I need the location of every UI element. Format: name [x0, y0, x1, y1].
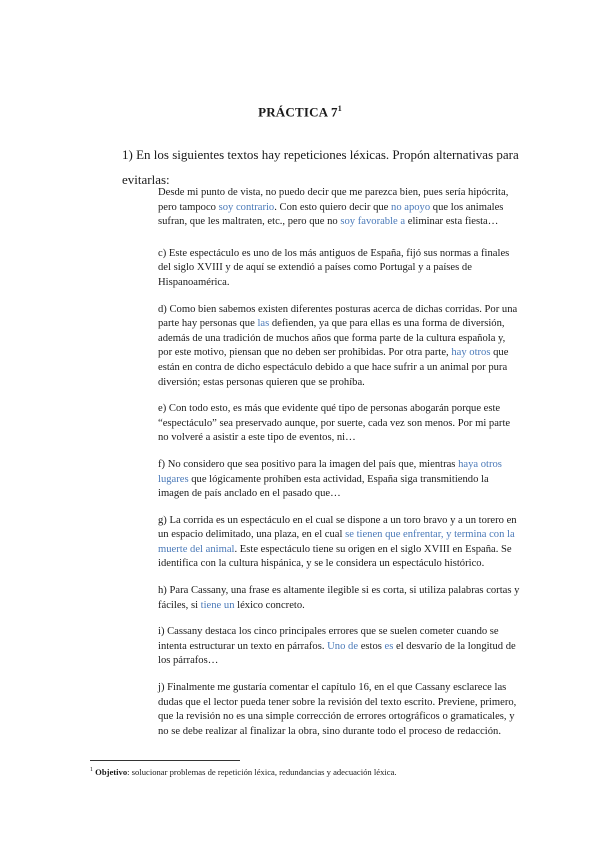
highlighted-phrase: soy favorable a — [340, 216, 406, 228]
paragraph-text: e) Con todo esto, es más que evidente qué tipo de personas abogarán porque este “espectáculo” sea preservado aunque, por suerte, cada vez son menos. Por mi parte no volveré a asistir a este tipo de eventos, ni… — [158, 403, 511, 444]
footnote-label: Objetivo — [95, 766, 128, 777]
paragraph-text: eliminar esta fiesta… — [405, 216, 499, 228]
page-title — [0, 104, 600, 120]
exercise-texts — [158, 186, 520, 751]
paragraph-text: que están en contra de dicho espectáculo debido a que hace sufrir a un animal por pura diversión; estas personas quieren que se prohíba. — [158, 347, 509, 388]
highlighted-phrase: hay otros — [451, 347, 491, 359]
exercise-paragraph — [158, 584, 520, 613]
exercise-paragraph — [158, 514, 520, 572]
exercise-paragraph — [158, 303, 520, 391]
exercise-paragraph — [158, 625, 520, 669]
title-text: PRÁCTICA 7 — [258, 104, 338, 120]
exercise-paragraph — [158, 186, 520, 230]
highlighted-phrase: se tienen que enfrentar, y termina con la muerte del animal — [158, 529, 515, 555]
paragraph-text: f) No considero que sea positivo para la imagen del país que, mientras — [158, 458, 459, 470]
paragraph-text: g) La corrida es un espectáculo en el cual se dispone a un toro bravo y a un torero en un espacio delimitado, una plaza, en el cual — [158, 514, 517, 541]
paragraph-text: c) Este espectáculo es uno de los más antiguos de España, fijó sus normas a finales del siglo XVIII y de aquí se extendió a países como Portugal y a países de Hispanoamérica. — [158, 247, 510, 288]
paragraph-text: d) Como bien sabemos existen diferentes posturas acerca de dichas corridas. Por una parte hay personas que — [158, 303, 518, 330]
paragraph-text: . Con esto quiero decir que — [274, 201, 392, 213]
exercise-paragraph — [158, 247, 520, 291]
highlighted-phrase: haya otros lugares — [158, 458, 502, 485]
paragraph-text: léxico concreto. — [234, 599, 305, 611]
footnote-text: : solucionar problemas de repetición léxica, redundancias y adecuación léxica. — [127, 766, 397, 777]
exercise-paragraph — [158, 402, 520, 446]
paragraph-text: estos — [358, 640, 385, 652]
footnote-mark: 1 — [90, 767, 93, 773]
footnote — [90, 765, 530, 778]
paragraph-text: defienden, ya que para ellas es una forma de diversión, además de una tradición de muchos años que forma parte de la cultura española y, por este motivo, piensan que no deben ser prohibidas. Por otra parte, — [158, 318, 506, 359]
highlighted-phrase: Uno de — [327, 640, 359, 652]
highlighted-phrase: tiene un — [200, 599, 235, 611]
paragraph-text: j) Finalmente me gustaría comentar el capítulo 16, en el que Cassany esclarece las dudas que el lector pueda tener sobre la revisión del texto escrito. Previene, primero, que la revisión no es una simple corrección de errores ortográficos o gramaticales, y no se debe realizar al finalizar la obra, sino durante todo el proceso de redacción. — [158, 682, 517, 737]
exercise-paragraph — [158, 681, 520, 739]
paragraph-text: Desde mi punto de vista, no puedo decir que me parezca bien, pues sería hipócrita, pero tampoco — [158, 187, 509, 213]
exercise-paragraph — [158, 458, 520, 502]
highlighted-phrase: soy contrario — [218, 201, 275, 213]
highlighted-phrase: no apoyo — [391, 201, 431, 213]
paragraph-text: el desvarío de la longitud de los párrafos… — [158, 640, 516, 667]
paragraph-text: . Este espectáculo tiene su origen en el siglo XVIII en España. Se identifica con la cultura hispánica, y se le considera un espectáculo histórico. — [158, 543, 512, 570]
highlighted-phrase: es — [384, 640, 394, 652]
paragraph-text: i) Cassany destaca los cinco principales errores que se suelen cometer cuando se intenta estructurar un texto en párrafos. — [158, 626, 499, 652]
highlighted-phrase: las — [257, 318, 270, 330]
paragraph-text: que los animales sufran, que les maltraten, etc., pero que no — [158, 201, 504, 228]
paragraph-text: h) Para Cassany, una frase es altamente ilegible si es corta, si utiliza palabras cortas y fáciles, si — [158, 585, 520, 611]
footnote-divider — [90, 760, 240, 761]
paragraph-text: que lógicamente prohíben esta actividad, España siga transmitiendo la imagen de país anclado en el pasado que… — [158, 473, 489, 500]
title-footnote-mark: 1 — [337, 104, 342, 113]
exercise-instruction: 1) En los siguientes textos hay repeticiones léxicas. Propón alternativas para evitarlas: — [122, 147, 519, 187]
